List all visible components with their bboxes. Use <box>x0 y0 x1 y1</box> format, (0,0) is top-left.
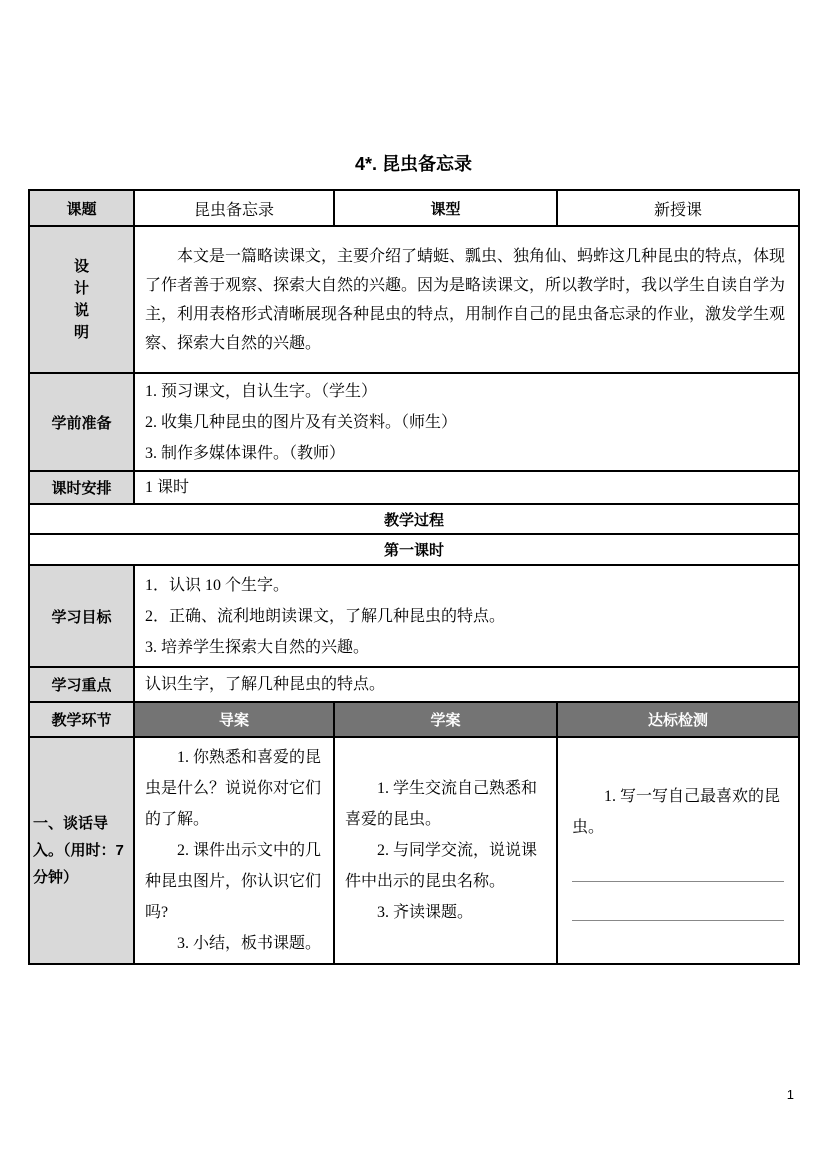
objective-item: 2．正确、流利地朗读课文，了解几种昆虫的特点。 <box>145 607 506 625</box>
design-label-cell <box>29 226 134 373</box>
table-row-session-header <box>29 534 799 565</box>
lesson-plan-table <box>28 189 800 965</box>
objectives-label: 学习目标 <box>29 565 134 667</box>
table-row-schedule <box>29 471 799 504</box>
table-row-focus <box>29 667 799 702</box>
stage-col-xuean: 学案 <box>334 702 557 737</box>
daoan-item: 3. 小结，板书课题。 <box>177 935 322 952</box>
table-row-stage-header <box>29 702 799 737</box>
daoan-item: 2. 课件出示文中的几种昆虫图片，你认识它们吗? <box>145 842 322 921</box>
session-header: 第一课时 <box>29 534 799 565</box>
process-header: 教学过程 <box>29 504 799 534</box>
prep-item: 2. 收集几种昆虫的图片及有关资料。（师生） <box>145 413 458 431</box>
focus-label: 学习重点 <box>29 667 134 702</box>
table-row-prep <box>29 373 799 471</box>
objective-item: 3. 培养学生探索大自然的兴趣。 <box>145 638 370 656</box>
schedule-value: 1 课时 <box>134 471 799 504</box>
answer-blank-line <box>572 845 784 882</box>
page-title: 4*. 昆虫备忘录 <box>354 154 473 174</box>
dabiao-item: 1. 写一写自己最喜欢的昆虫。 <box>572 787 781 836</box>
objective-item: 1．认识 10 个生字。 <box>145 576 290 594</box>
table-row-topic <box>29 190 799 226</box>
course-type-value: 新授课 <box>557 190 799 226</box>
topic-value: 昆虫备忘录 <box>134 190 334 226</box>
topic-label: 课题 <box>29 190 134 226</box>
stage-col-dabiao: 达标检测 <box>557 702 799 737</box>
design-text-cell <box>134 226 799 373</box>
prep-items-cell <box>134 373 799 471</box>
xuean-item: 3. 齐读课题。 <box>377 904 474 921</box>
table-row-process-header <box>29 504 799 534</box>
page-number: 1 <box>786 1087 794 1102</box>
course-type-label: 课型 <box>334 190 557 226</box>
schedule-label: 课时安排 <box>29 471 134 504</box>
stage-col-daoan: 导案 <box>134 702 334 737</box>
stage1-daoan-cell <box>134 737 334 964</box>
xuean-item: 1. 学生交流自己熟悉和喜爱的昆虫。 <box>345 780 538 828</box>
stage-header-label: 教学环节 <box>29 702 134 737</box>
design-text: 本文是一篇略读课文，主要介绍了蜻蜓、瓢虫、独角仙、蚂蚱这几种昆虫的特点，体现了作者善于观察、探索大自然的兴趣。因为是略读课文，所以教学时，我以学生自读自学为主，利用表格形式清晰展现各种昆虫的特点，用制作自己的昆虫备忘录的作业，激发学生观察、探索大自然的兴趣。 <box>145 247 786 352</box>
table-row-design <box>29 226 799 373</box>
table-row-stage1 <box>29 737 799 964</box>
prep-item: 3. 制作多媒体课件。（教师） <box>145 444 346 462</box>
table-row-objectives <box>29 565 799 667</box>
stage1-xuean-cell <box>334 737 557 964</box>
focus-value: 认识生字，了解几种昆虫的特点。 <box>134 667 799 702</box>
answer-blank-line <box>572 884 784 921</box>
stage1-dabiao-cell <box>557 737 799 964</box>
daoan-item: 1. 你熟悉和喜爱的昆虫是什么？说说你对它们的了解。 <box>145 749 322 828</box>
design-label: 设计说明 <box>73 257 89 341</box>
stage1-label: 一、谈话导入。（用时：7 分钟） <box>29 737 134 964</box>
prep-item: 1. 预习课文，自认生字。（学生） <box>145 382 378 400</box>
xuean-item: 2. 与同学交流，说说课件中出示的昆虫名称。 <box>345 842 538 890</box>
prep-label: 学前准备 <box>29 373 134 471</box>
objectives-items-cell <box>134 565 799 667</box>
